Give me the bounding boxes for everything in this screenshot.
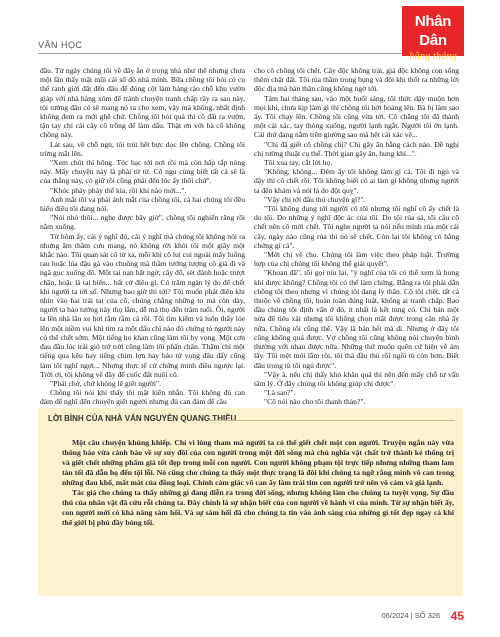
commentary-paragraph: Một câu chuyện khủng khiếp. Chỉ vì lòng tham mà người ta có thể giết chết một con người. Truyện ngắn này vừa thông báo vừa cảnh báo về sự suy đồi của con người trong một đời sống mà chủ nghĩa vật chất trở thành kẻ thống trị và giết chết những phẩm giá tốt đẹp trong mỗi con người. Con người không phạm tội trực tiếp nhưng những tham lam tàn tối đã dẫn họ đến tội lỗi. Nó cũng cho chúng ta thấy một thực trạng là đôi khi chúng ta ngỡ rằng mình vô can trong những đau khổ, mất mát của đồng loại. Chính cảm giác vô can ấy làm trái tim con người trở nên vô cảm và giả lạnh. (62, 438, 454, 487)
paragraph: "Nói nhỏ thôi... nghe được bây giờ", chồng tôi nghiến răng rồi nằm xuống. (40, 213, 245, 232)
paragraph: Anh mắt tôi va phải ánh mắt của chồng tôi, cả hai chúng tôi đều hiểu điều tôi đang nói. (40, 194, 245, 214)
paragraph: cho cô chồng tôi chết. Cây độc không trái, giả độc không con sống thêm chật đất. Tôi rủa thầm trong bụng và đôi khi thốt ra những lời độc địa mà bản thân cũng không ngờ tới. (254, 66, 459, 94)
paragraph: "Vậy à, nếu chị thấy khó khăn quá thì nên đến mấy chỗ tư vấn tâm lý. Ở đây chúng tôi không giúp chị được". (254, 369, 459, 388)
commentary-body (62, 438, 454, 528)
paragraph: đầu. Từ ngày chúng tôi về đây ăn ở trong nhà như thể nhưng chưa một lần thấy mặt mũi cái số đồ nhà mình. Bữa chồng tôi hỏi có cụ thể ranh giới đất đến đâu để đóng cột làm hàng rào chỗ khu vườn giáp với nhà hàng xóm để tránh chuyện tranh chấp rây ra sau này, tôi tưởng đâu có sẽ mang nó ra cho xem, vậy mà không, nhất định không đem ra mới ghê chứ. Chồng tôi hỏi quá thì cô đất ra vườn, tận tay chỉ cái cây cô trồng để làm dấu. Thật ơn với bà cô không chồng này. (40, 66, 245, 140)
commentary-box (38, 408, 463, 596)
paragraph: Chồng tôi nói khi thấy tôi mặt kiên nhẫn. Tôi không đủ can đảm để nghĩ đến chuyện giết người nhưng đủ can đảm để cầu (40, 388, 245, 407)
paragraph: Tôi xua tay, cắt lời họ. (264, 158, 333, 168)
page-header (0, 0, 500, 62)
nhan-dan-logo (402, 6, 464, 62)
paragraph: Từ hôm ấy, cái ý nghĩ đó, cái ý nghĩ mà chúng tôi không nói ra nhưng âm thầm cưu mang, nó không rời khỏi tôi một giây một khắc nào. Tôi quan sát cô từ xa, mỗi khi cô lui cui ngoài mấy luống rau hoặc lúa đậu gà vào chuồng mà thầm tưởng tượng cô già đi và ngã gục xuống đó. Một tai nạn bất ngờ, cây đổ, sét đánh hoặc trượt chân, hoặc là tai biến... bất cứ điều gì. Có trăm ngàn lý do để chết khi người ta tới số. Nhưng bao giờ thì tới? Tôi muốn phát điên khi nhìn vào hai trái tai của cô, chúng chẳng những to mà còn dày, người ta bảo tướng này thọ lắm, dễ mà thọ đến trăm tuổi. Ôi, người ta lên nhà lâu xe hơi rằm rầm cả rồi. Tôi tìm kiếm và luôn thấy lóe lên một niềm vui khi tìm ra một dấu chỉ nào đó chứng tỏ người này có thể chết sớm. Một tiếng ho khan cũng làm tôi hy vọng. Một cơn đau đầu lúc trái gió trở trời cũng làm tôi phấn chấn. Thậm chí một tiếng qua kêu hay tiếng chim lợn hay báo tử vọng đâu đấy cũng làm tôi nghĩ ngợi... Nhưng thực tế cứ chứng minh điều ngược lại. Trời ơi, tôi không về đây để cuốc đất nuôi cô. (40, 231, 245, 379)
commentary-paragraph: Tác giả cho chúng ta thấy những gì đang diễn ra trong đời sống, nhưng không làm cho chúng ta tuyệt vọng. Sự đầu thú của nhân vật đã cứu rỗi chúng ta. Đây chính là sự nhận biết của con người về hành vi của mình. Từ sự nhận biết ấy, con người mới có khả năng sám hối. Và sự sám hối đã cho chúng ta tin vào ánh sáng của những gì tốt đẹp ngay cả khi thế giới bị phủ đầy bóng tối. (62, 488, 455, 527)
header-divider (38, 53, 432, 54)
logo-title: Nhân Dân (414, 13, 452, 49)
commentary-divider (208, 420, 455, 421)
logo-subtitle: hằng tháng (409, 51, 457, 62)
paragraph: Lát sau, về chỗ ngủ, tôi trút hết bực dọc lên chồng. Chồng tôi trừng mắt lên. (40, 139, 245, 158)
paragraph: "Tôi không dụng tới người cô tôi nhưng tôi nghĩ cô ấy chết là do tôi. Do những ý nghĩ độc ác của tôi. Do tôi rủa sả, tôi cầu cô chết nên cô mới chết. Tôi nghe người ta nói nếu mình rủa một cái cây, ngày nào cũng rủa thì nó sẽ chết. Còn lại tôi không có bằng chứng gì cả". (254, 204, 459, 250)
paragraph: "Mời chị về cho. Chúng tôi làm việc theo pháp luật. Trường hợp của chị chúng tôi không thể giải quyết". (254, 250, 459, 269)
paragraph: "Là sao?". (264, 388, 296, 398)
paragraph: "Phải chờ, chứ không lẽ giết người". (50, 378, 162, 388)
paragraph: "Khoan đã", tôi gọi níu lại, "ý nghĩ của tôi có thể xem là hung khí được không? Chồng tôi có thể làm chứng. Bằng ra tôi phải dẫn chồng tôi theo nhưng vì chúng tôi đang ly thân. Cô tôi chết, tất cả thuộc về chồng tôi, hoàn toàn đúng luật, không ai tranh chấp. Bao đầu chúng tôi định vấn ở đó, ít nhất là kết tung có. Chỉ bán một nửa để tiêu xài nhưng tôi không chọn mặt được trong căn nhà ấy nữa. Chồng tôi cũng thế. Vậy là bán hết mà đi. Nhưng ở đây tôi cũng không quá được. Vợ chồng tôi cũng không nói chuyện bình thường với nhau được nữa. Những thứ muốn quên cứ hiện về ám lấy. Tôi mệt mỏi lắm rồi, tôi thà đầu thú rồi ngồi tù còn hơn. Biết đâu trong tù tôi ngủ được". (254, 268, 459, 370)
article-body (40, 66, 458, 406)
paragraph: "Vậy chị tới đầu thú chuyện gì?". (264, 194, 366, 204)
page-footer (382, 607, 464, 625)
article-column-right (254, 66, 459, 416)
paragraph: "Khóc pháy pháy thế kia, rồi khi nào mới...". (50, 185, 187, 195)
article-column-left (40, 66, 245, 407)
paragraph: "Cô nói nào cho tôi thanh thản?". (264, 397, 366, 407)
issue-label: 06/2024 | SỐ 326 (381, 611, 441, 621)
paragraph: "Chị đã giết cô chồng chị? Chị gây ăn bằng cách nào. Đề nghị chị tường thuật cụ thể. Thời gian gây ăn, hung khí...". (254, 139, 459, 158)
paragraph: Tám hai tháng sau, vào một buổi sáng, tôi thức dậy muộn hơn mọi khi, chưa kịp làm gì thì chồng tôi hớt hoảng lên. Bà bị làm sao ấy. Tôi chạy lên. Chồng tôi cũng vừa tới. Cô chẳng tôi đã thành một cái xác, tay thòng xuống, người lạnh ngắt. Người tôi ớn lạnh. Cái thứ đang nằm trên giường sao mà hệt cái xác vẽ... (254, 93, 459, 140)
commentary-title: LỜI BÌNH CỦA NHÀ VĂN NGUYỄN QUANG THIỀU (48, 414, 237, 423)
section-label: VĂN HỌC (38, 40, 83, 50)
paragraph: "Xem chút thì hông. Tóc bạc tới nơi rồi mà còn hấp tấp nóng nảy. Mấy chuyện này là phải từ từ. Cô ngu cùng biết tất cả sẽ là của thằng này, có giữ rồi cũng phải đến lúc ấy thôi chứ". (40, 158, 245, 186)
paragraph: "Không, không... Đêm ấy tôi không làm gì cả. Tôi đi ngủ và dậy thì cô chết rồi. Tôi không biết có ai làm gì không nhưng người ta đến khám và nói là do đột quỵ". (254, 167, 459, 195)
page-number: 45 (450, 608, 464, 623)
